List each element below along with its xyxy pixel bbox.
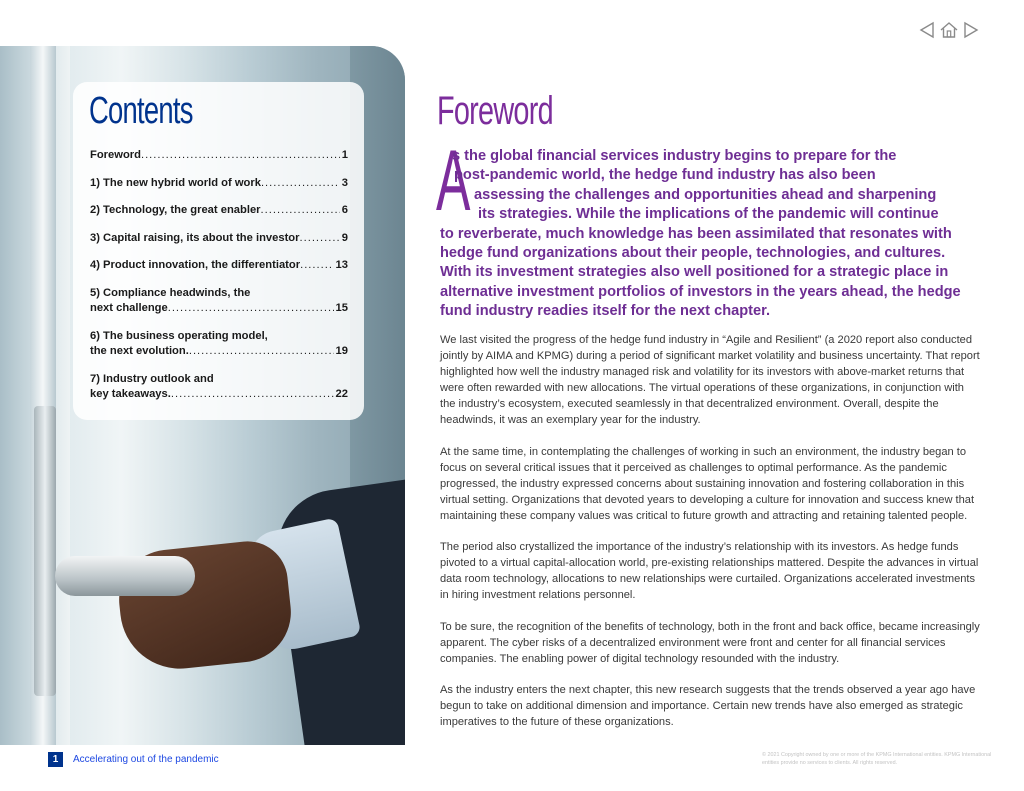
- page-navigation: [917, 20, 981, 40]
- toc-page-number: 22: [335, 388, 348, 400]
- toc-dot-leader: [171, 387, 334, 403]
- toc-item[interactable]: [90, 231, 348, 247]
- toc-item[interactable]: [90, 258, 348, 274]
- body-paragraph: At the same time, in contemplating the challenges of working in such an environment, the industry began to focus on several critical issues that it perceived as challenges to optimal performance. As the pandemic progressed, the industry expressed concerns about sustaining innovation and fostering collaboration in this virtual setting. Organizations that devoted years to developing a culture for innovation and success knew that maintaining these company values was critical to future growth and attracting and retaining talented people.: [440, 445, 975, 522]
- toc-item-label: 6) The business operating model,: [90, 329, 268, 342]
- toc-item-label: the next evolution.: [90, 345, 189, 357]
- toc-page-number: 9: [341, 231, 348, 244]
- home-icon[interactable]: [939, 20, 959, 40]
- toc-item-label: 3) Capital raising, its about the investor: [90, 231, 300, 244]
- triangle-left-icon[interactable]: [917, 20, 937, 40]
- footer-page-number: 1: [48, 752, 63, 767]
- toc-item[interactable]: [90, 176, 348, 192]
- toc-dot-leader: [300, 258, 333, 274]
- toc-page-number: 6: [341, 204, 348, 216]
- intro-line: s the global financial services industry begins to prepare for the: [452, 148, 897, 164]
- toc-list: [90, 148, 348, 403]
- foreword-title: Foreword: [437, 89, 553, 133]
- body-paragraph: As the industry enters the next chapter, this new research suggests that the trends observed a year ago have begun to take on additional dimension and importance. Certain new trends have also emerged as strategic imperatives to the future of these organizations.: [440, 684, 976, 728]
- toc-item[interactable]: [90, 203, 348, 219]
- intro-line: alternative investment portfolios of investors in the years ahead, the hedge: [440, 283, 961, 300]
- toc-item[interactable]: [90, 148, 348, 164]
- toc-item-label: 5) Compliance headwinds, the: [90, 286, 251, 299]
- toc-dot-leader: [261, 203, 340, 219]
- toc-item-label: key takeaways.: [90, 388, 171, 400]
- foreword-intro: [440, 147, 980, 322]
- intro-line: With its investment strategies also well positioned for a strategic place in: [440, 264, 949, 281]
- intro-line: to reverberate, much knowledge has been assimilated that resonates with: [440, 225, 952, 242]
- foreword-body: [440, 332, 982, 746]
- toc-dot-leader: [141, 148, 340, 164]
- toc-dot-leader: [189, 344, 334, 360]
- toc-dot-leader: [168, 301, 334, 317]
- toc-item[interactable]: [90, 372, 348, 403]
- intro-line: fund industry readies itself for the next chapter.: [440, 303, 771, 320]
- toc-item-label: 2) Technology, the great enabler: [90, 204, 261, 216]
- toc-dot-leader: [300, 231, 340, 247]
- toc-item-label: 7) Industry outlook and: [90, 372, 214, 385]
- toc-page-number: 15: [335, 302, 348, 314]
- body-paragraph: The period also crystallized the importance of the industry’s relationship with its investors. As hedge funds pivoted to a virtual capital-allocation world, pre-existing relationships mattered. Despite the advances in virtual data room technology, allocations to new relationships were curtailed. Organizations accelerated investments in hiring investment relations personnel.: [440, 541, 979, 601]
- intro-line: post-pandemic world, the hedge fund industry has also been: [454, 167, 876, 184]
- toc-page-number: 19: [335, 345, 348, 357]
- footer-document-title[interactable]: Accelerating out of the pandemic: [73, 754, 219, 765]
- toc-page-number: 1: [341, 149, 348, 161]
- triangle-right-icon[interactable]: [961, 20, 981, 40]
- contents-title: Contents: [89, 90, 193, 132]
- intro-line: assessing the challenges and opportunities ahead and sharpening: [474, 186, 937, 203]
- toc-item[interactable]: [90, 286, 348, 317]
- intro-line: its strategies. While the implications of the pandemic will continue: [478, 206, 939, 223]
- toc-item-label: Foreword: [90, 149, 141, 161]
- toc-page-number: 13: [335, 259, 348, 271]
- toc-item-label: 1) The new hybrid world of work: [90, 176, 261, 189]
- footer-legal-notice: © 2021 Copyright owned by one or more of the KPMG International entities. KPMG International entities provide no services to clients. All rights reserved.: [762, 752, 992, 766]
- toc-dot-leader: [261, 176, 340, 192]
- toc-item-label: 4) Product innovation, the differentiator: [90, 259, 301, 271]
- toc-item[interactable]: [90, 329, 348, 360]
- body-paragraph: To be sure, the recognition of the benefits of technology, both in the front and back office, became increasingly apparent. The cyber risks of a decentralized environment were front and center for all financial services companies. The enabling power of digital technology resounded with the industry.: [440, 620, 980, 665]
- toc-item-label: next challenge: [90, 302, 168, 314]
- intro-line: hedge fund organizations about their people, technologies, and cultures.: [440, 245, 946, 262]
- table-of-contents: [73, 82, 364, 420]
- toc-page-number: 3: [341, 176, 348, 189]
- body-paragraph: We last visited the progress of the hedge fund industry in “Agile and Resilient” (a 2020 report also conducted jointly by AIMA and KPMG) during a period of significant market volatility and business uncertainty. That report highlighted how well the industry managed risk and volatility for its investors with above-market returns that were often rewarded with new allocations. The virtual operations of these organizations, in conjunction with the industry’s ecosystem, executed seamlessly in that decentralized environment. Overall, despite the headwinds, it was an exemplary year for the industry.: [440, 334, 980, 426]
- drop-cap: A: [436, 133, 471, 229]
